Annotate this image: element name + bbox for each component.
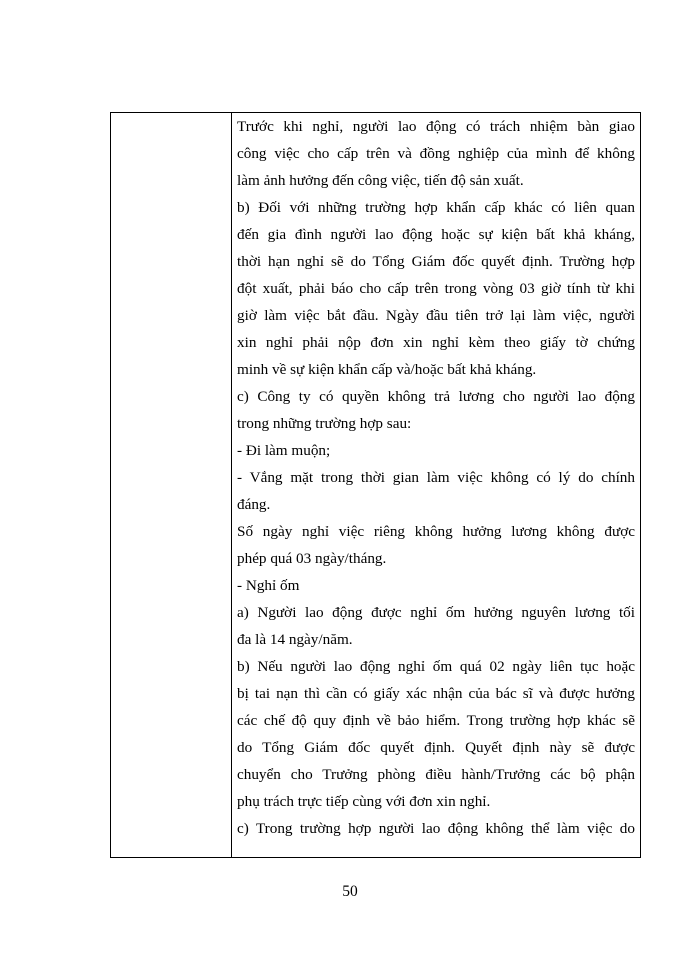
paragraph — [237, 194, 635, 383]
text-line: đa là 14 ngày/năm. — [237, 631, 353, 648]
page-number: 50 — [342, 883, 358, 900]
text-line: chuyển cho Trưởng phòng điều hành/Trưởng các bộ phận — [237, 766, 635, 783]
text-line: Số ngày nghỉ việc riêng không hưởng lương không được — [237, 523, 635, 540]
paragraph — [237, 653, 635, 815]
table-cell-right-text — [232, 113, 641, 858]
text-line: do Tổng Giám đốc quyết định. Quyết định này sẽ được — [237, 739, 635, 756]
text-line: c) Công ty có quyền không trả lương cho người lao động — [237, 388, 635, 405]
text-line: đáng. — [237, 496, 271, 513]
text-line: trong những trường hợp sau: — [237, 415, 412, 432]
text-line: a) Người lao động được nghỉ ốm hưởng nguyên lương tối — [237, 604, 635, 621]
text-line: làm ảnh hưởng đến công việc, tiến độ sản xuất. — [237, 172, 524, 189]
paragraph — [237, 383, 635, 437]
text-line: giờ làm việc bắt đầu. Ngày đầu tiên trở lại làm việc, người — [237, 307, 635, 324]
paragraph — [237, 113, 635, 194]
text-line: bị tai nạn thì cần có giấy xác nhận của bác sĩ và được hưởng — [237, 685, 635, 702]
text-line: công việc cho cấp trên và đồng nghiệp của mình để không — [237, 145, 635, 162]
content-table — [110, 112, 641, 858]
text-line: xin nghỉ phải nộp đơn xin nghỉ kèm theo giấy tờ chứng — [237, 334, 635, 351]
text-line: Trước khi nghỉ, người lao động có trách nhiệm bàn giao — [237, 118, 635, 135]
paragraph — [237, 437, 635, 464]
text-line: - Nghỉ ốm — [237, 577, 300, 594]
text-line: đến gia đình người lao động hoặc sự kiện bất khả kháng, — [237, 226, 635, 243]
text-line: - Đi làm muộn; — [237, 442, 331, 459]
text-line: các chế độ quy định về bảo hiểm. Trong trường hợp khác sẽ — [237, 712, 635, 729]
text-line: đột xuất, phải báo cho cấp trên trong vòng 03 giờ tính từ khi — [237, 280, 635, 297]
text-line: thời hạn nghỉ sẽ do Tổng Giám đốc quyết định. Trường hợp — [237, 253, 635, 270]
paragraph — [237, 599, 635, 653]
paragraph — [237, 518, 635, 572]
text-line: b) Nếu người lao động nghỉ ốm quá 02 ngày liên tục hoặc — [237, 658, 635, 675]
text-line: phụ trách trực tiếp cùng với đơn xin nghỉ. — [237, 793, 491, 810]
text-line: b) Đối với những trường hợp khẩn cấp khác có liên quan — [237, 199, 635, 216]
table-row — [111, 113, 641, 858]
paragraph — [237, 815, 635, 842]
text-line: phép quá 03 ngày/tháng. — [237, 550, 387, 567]
text-line: - Vắng mặt trong thời gian làm việc không có lý do chính — [237, 469, 635, 486]
paragraph — [237, 464, 635, 518]
table-cell-left-empty — [111, 113, 232, 858]
paragraph — [237, 572, 635, 599]
text-line: minh về sự kiện khẩn cấp và/hoặc bất khả kháng. — [237, 361, 537, 378]
cell-text-content — [232, 113, 640, 842]
text-line: c) Trong trường hợp người lao động không thể làm việc do — [237, 820, 635, 837]
